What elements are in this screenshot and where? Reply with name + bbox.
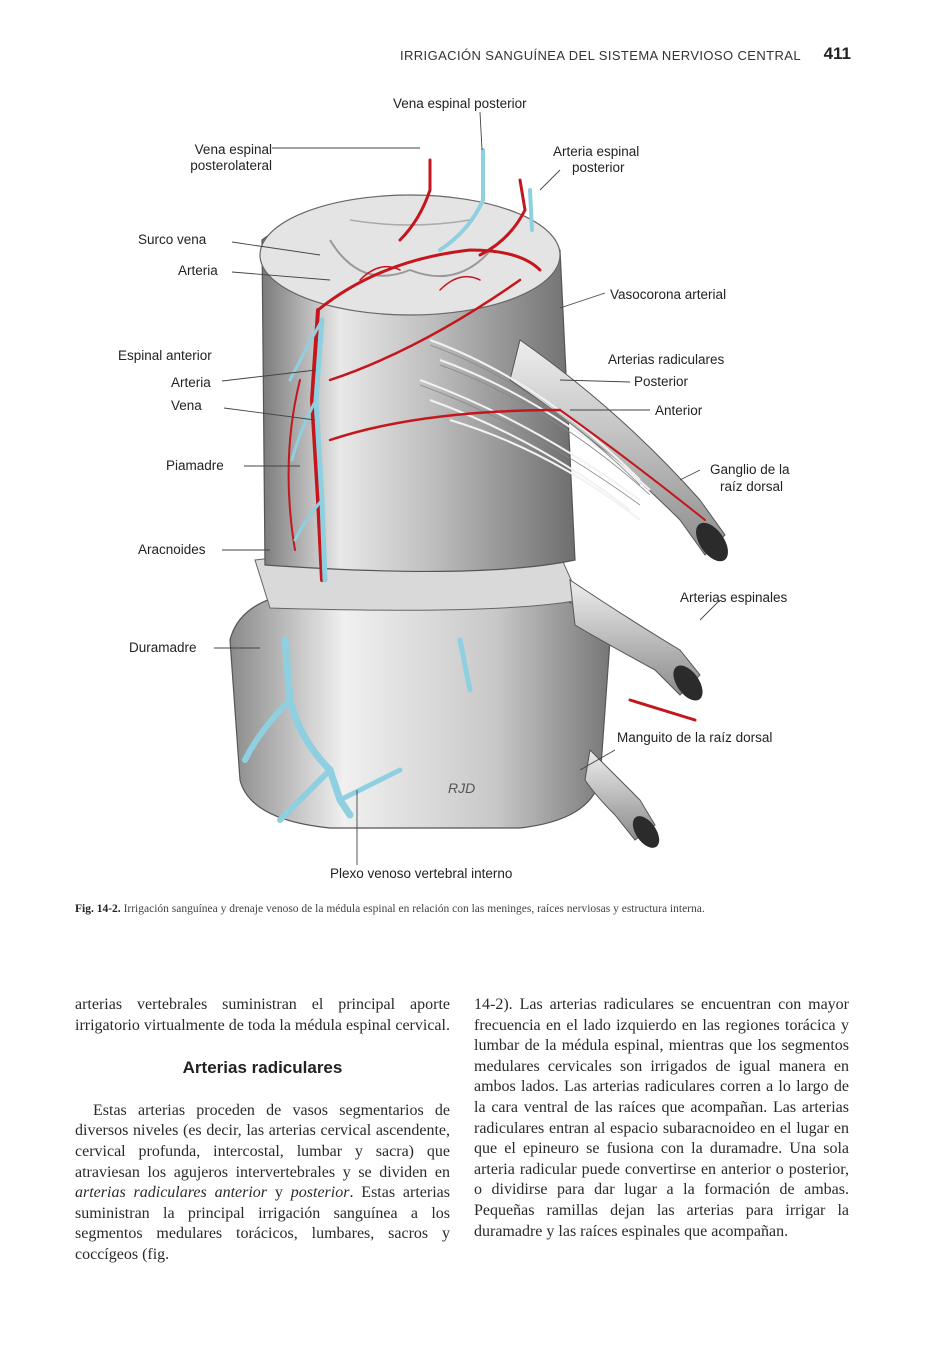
- label-vena-espinal-posterior: Vena espinal posterior: [393, 96, 527, 111]
- label-radicular-posterior: Posterior: [634, 374, 689, 389]
- label-aracnoides: Aracnoides: [138, 542, 206, 557]
- left-paragraph-2-a: Estas arterias proceden de vasos segmentarios de diversos niveles (es decir, las arterias cervical ascendente, cervical profunda, intercostal, lumbar y sacra) que atraviesan los agujeros intervertebrales y se dividen en: [75, 1101, 450, 1181]
- label-ganglio-1: Ganglio de la: [710, 462, 790, 477]
- right-paragraph: 14-2). Las arterias radiculares se encuentran con mayor frecuencia en el lado izquierdo en las regiones torácica y lumbar de la médula espinal, mientras que los segmentos medulares cervicales son irrigados de igual manera en ambos lados. Las arterias radiculares corren a lo largo de la cara ventral de las raíces que acompañan. Las arterias radiculares entran al espacio subaracnoideo en el lugar en que el epineuro se fusiona con la duramadre. Una sola arteria radicular puede convertirse en anterior o posterior, o dividirse para dar lugar a la formación de ambas. Pequeñas ramillas dejan las arterias para irrigar la duramadre y las raíces espinales que acompañan.: [474, 996, 849, 1240]
- label-plexo-venoso: Plexo venoso vertebral interno: [330, 866, 513, 881]
- caption-label: Fig. 14-2.: [75, 903, 121, 915]
- left-paragraph-1: arterias vertebrales suministran el principal aporte irrigatorio virtualmente de toda la médula espinal cervical.: [75, 996, 450, 1034]
- term-posterior: posterior: [290, 1184, 350, 1202]
- label-vena-espinal-posterolateral-1: Vena espinal: [194, 142, 272, 157]
- label-arterias-espinales: Arterias espinales: [680, 590, 788, 605]
- label-espinal-anterior-vena: Vena: [171, 398, 202, 413]
- label-espinal-anterior: Espinal anterior: [118, 348, 212, 363]
- label-piamadre: Piamadre: [166, 458, 224, 473]
- right-column: [474, 995, 849, 1242]
- label-arterias-radiculares: Arterias radiculares: [608, 352, 725, 367]
- left-paragraph-2-b: y: [267, 1184, 291, 1202]
- label-vena-espinal-posterolateral-2: posterolateral: [190, 158, 272, 173]
- left-column: [75, 995, 450, 1266]
- label-duramadre: Duramadre: [129, 640, 197, 655]
- left-paragraph-2: [75, 1101, 450, 1266]
- label-surco-arteria: Arteria: [178, 263, 218, 278]
- label-manguito-raiz-dorsal: Manguito de la raíz dorsal: [617, 730, 773, 745]
- label-espinal-anterior-arteria: Arteria: [171, 375, 211, 390]
- label-ganglio-2: raíz dorsal: [720, 479, 784, 494]
- label-arteria-espinal-posterior-1: Arteria espinal: [553, 144, 640, 159]
- page-number: 411: [823, 44, 851, 63]
- left-paragraph-2-c: . Estas arterias suministran la principal irrigación sanguínea a los segmentos medulares torácicos, lumbares, sacros y coccígeos (fig.: [75, 1184, 451, 1263]
- spinal-cord-illustration: [0, 80, 931, 900]
- label-surco-vena: Surco vena: [138, 232, 207, 247]
- spinal-artery-branch: [630, 700, 695, 720]
- artist-signature: RJD: [448, 780, 476, 796]
- running-title: IRRIGACIÓN SANGUÍNEA DEL SISTEMA NERVIOSO CENTRAL: [399, 48, 801, 63]
- label-vasocorona-arterial: Vasocorona arterial: [610, 287, 727, 302]
- figure-caption: [75, 902, 855, 917]
- term-arterias-radiculares-anterior: arterias radiculares anterior: [75, 1184, 268, 1202]
- duramadre-lower: [230, 592, 610, 828]
- label-radicular-anterior: Anterior: [655, 403, 703, 418]
- label-arteria-espinal-posterior-2: posterior: [572, 160, 625, 175]
- running-header: [0, 44, 931, 70]
- section-title-arterias-radiculares: Arterias radiculares: [182, 1058, 343, 1078]
- caption-text: Irrigación sanguínea y drenaje venoso de la médula espinal en relación con las meninges, raíces nerviosas y estructura interna.: [123, 903, 705, 915]
- spinal-cord-figure: [0, 80, 931, 900]
